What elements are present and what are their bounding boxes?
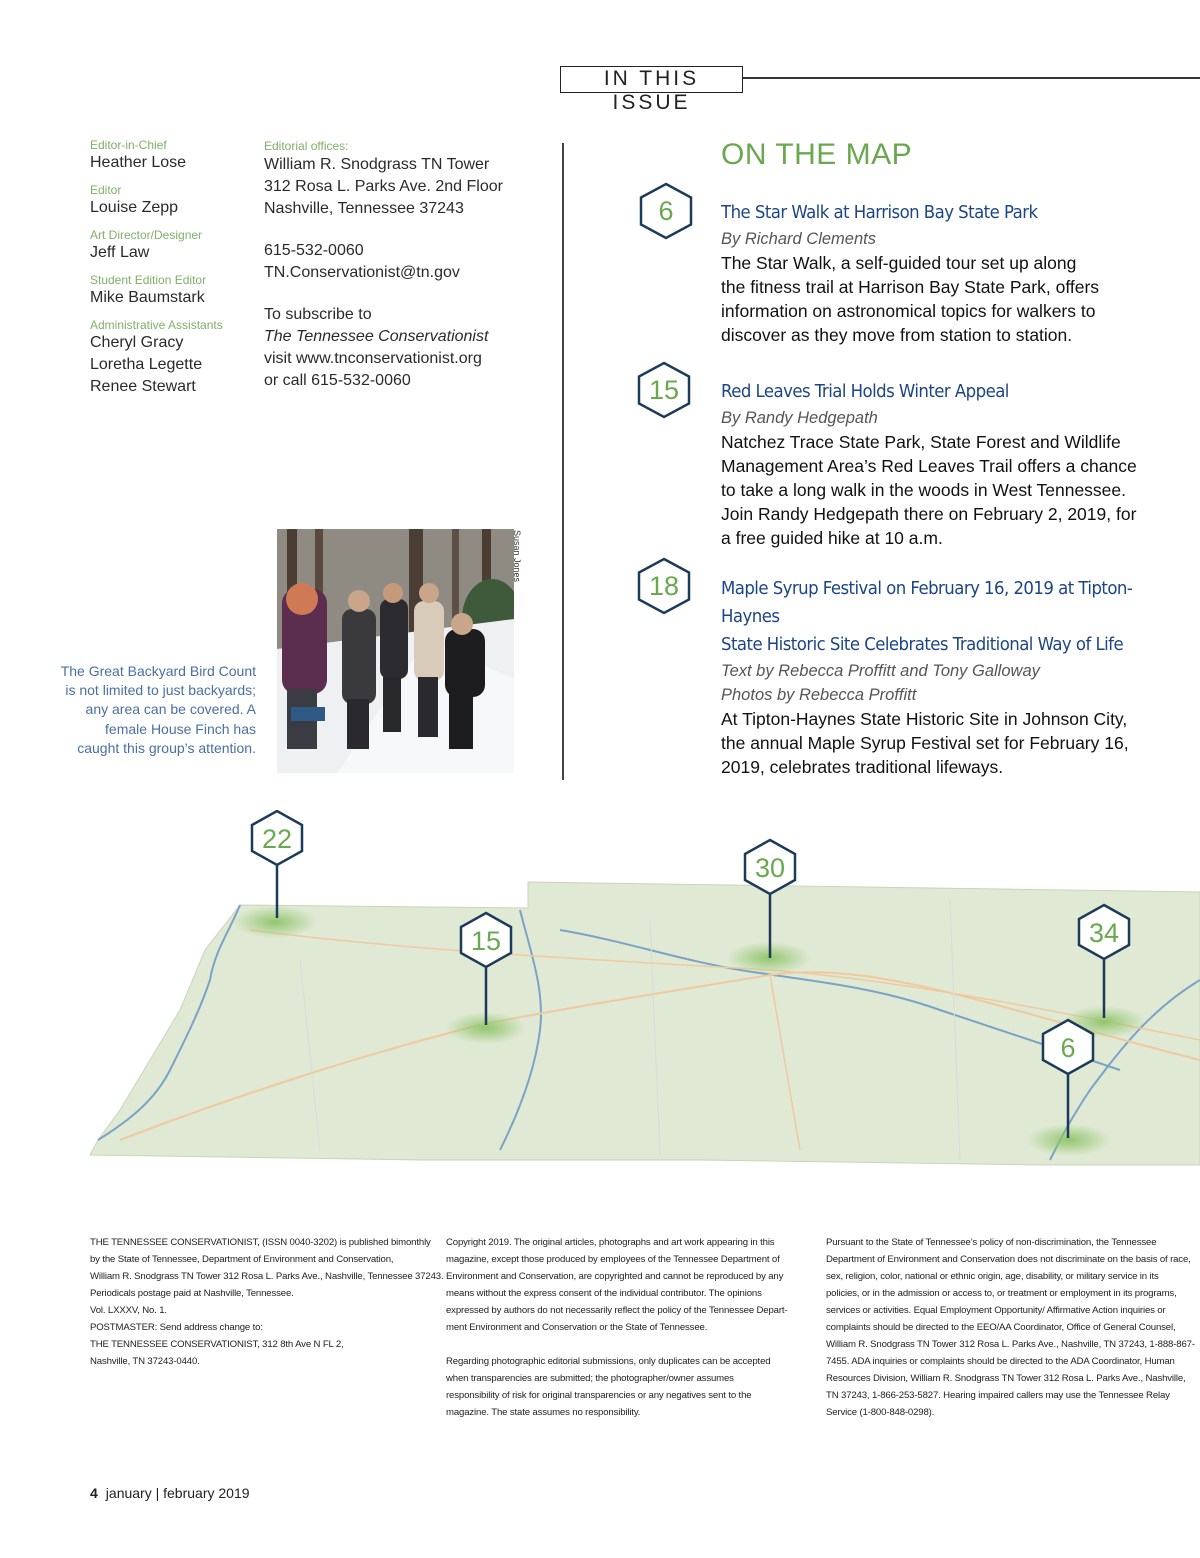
- fine-print-line: ment Environment and Conservation or the State of Tennessee.: [446, 1322, 708, 1333]
- article-byline: By Randy Hedgepath: [721, 409, 878, 427]
- fine-print-line: Resources Division, William R. Snodgrass TN Tower 312 Rosa L. Parks Ave., Nashville,: [826, 1373, 1186, 1384]
- staff-role: Editor-in-Chief: [90, 138, 167, 152]
- fine-print-line: Nashville, TN 37243-0440.: [90, 1356, 200, 1367]
- fine-print-line: THE TENNESSEE CONSERVATIONIST, 312 8th Ave N FL 2,: [90, 1339, 344, 1350]
- article-description: Management Area’s Red Leaves Trail offers a chance: [721, 456, 1137, 476]
- article-title[interactable]: The Star Walk at Harrison Bay State Park: [721, 202, 1038, 223]
- fine-print-line: expressed by authors do not necessarily reflect the policy of the Tennessee Depart-: [446, 1305, 788, 1316]
- fine-print-line: sex, religion, color, national or ethnic origin, age, disability, or military service in its: [826, 1271, 1159, 1282]
- staff-name: Jeff Law: [90, 244, 150, 261]
- column-divider: [562, 143, 564, 780]
- page-number: 4: [90, 1485, 98, 1501]
- page-badge: [636, 361, 692, 419]
- fine-print-line: Service (1-800-848-0298).: [826, 1407, 935, 1418]
- fine-print-line: by the State of Tennessee, Department of Environment and Conservation,: [90, 1254, 394, 1265]
- staff-name: Heather Lose: [90, 154, 187, 171]
- fine-print-line: POSTMASTER: Send address change to:: [90, 1322, 263, 1333]
- article-description: At Tipton-Haynes State Historic Site in Johnson City,: [721, 709, 1128, 729]
- fine-print-line: William R. Snodgrass TN Tower 312 Rosa L. Parks Ave., Nashville, Tennessee 37243.: [90, 1271, 444, 1282]
- birders-photo: [277, 529, 514, 773]
- article-entry: [721, 199, 1161, 347]
- fine-print-line: magazine. The state assumes no responsibility.: [446, 1407, 641, 1418]
- article-title[interactable]: Red Leaves Trial Holds Winter Appeal: [721, 381, 1009, 402]
- article-description: Natchez Trace State Park, State Forest and Wildlife: [721, 432, 1121, 452]
- nondiscrimination-policy: [826, 1234, 1195, 1438]
- staff-role: Editor: [90, 183, 122, 197]
- office-address-line: Nashville, Tennessee 37243: [264, 200, 464, 217]
- staff-role: Art Director/Designer: [90, 228, 203, 242]
- on-the-map-title: ON THE MAP: [721, 138, 913, 171]
- subscribe-text: To subscribe to: [264, 306, 372, 323]
- page-footer: [90, 1485, 250, 1501]
- article-description: information on astronomical topics for walkers to: [721, 301, 1096, 321]
- staff-list: [90, 138, 255, 398]
- map-pin-label: 22: [261, 824, 293, 854]
- map-pin-label: 15: [470, 926, 502, 956]
- fine-print-line: when transparencies are submitted; the photographer/owner assumes: [446, 1373, 734, 1384]
- fine-print-line: William R. Snodgrass TN Tower 312 Rosa L. Parks Ave., Nashville, TN 37243, 1-888-867-: [826, 1339, 1195, 1350]
- magazine-title: The Tennessee Conservationist: [264, 328, 489, 345]
- article-entry: [721, 575, 1191, 779]
- subscribe-phone: or call 615-532-0060: [264, 372, 411, 389]
- page-badge: [636, 557, 692, 615]
- staff-name: Renee Stewart: [90, 378, 196, 395]
- article-description: the fitness trail at Harrison Bay State Park, offers: [721, 277, 1100, 297]
- offices-label: Editorial offices:: [264, 139, 349, 153]
- staff-name: Louise Zepp: [90, 199, 179, 216]
- map-pin-label: 30: [754, 853, 786, 883]
- fine-print-line: services or activities. Equal Employment Opportunity/ Affirmative Action inquiries or: [826, 1305, 1166, 1316]
- fine-print-line: complaints should be directed to the EEO/AA Coordinator, Office of General Counsel,: [826, 1322, 1176, 1333]
- fine-print-line: policies, or in the admission or access to, or treatment or employment in its programs,: [826, 1288, 1177, 1299]
- article-entry: [721, 378, 1161, 550]
- staff-role: Student Edition Editor: [90, 273, 207, 287]
- copyright-info: [446, 1234, 786, 1438]
- fine-print-line: THE TENNESSEE CONSERVATIONIST, (ISSN 0040-3202) is published bimonthly: [90, 1237, 431, 1248]
- article-description: a free guided hike at 10 a.m.: [721, 528, 943, 548]
- staff-name: Loretha Legette: [90, 356, 203, 373]
- fine-print-line: TN 37243, 1-866-253-5827. Hearing impaired callers may use the Tennessee Relay: [826, 1390, 1170, 1401]
- fine-print-line: 7455. ADA inquiries or complaints should be directed to the ADA Coordinator, Human: [826, 1356, 1175, 1367]
- fine-print-line: magazine, except those produced by employees of the Tennessee Department of: [446, 1254, 780, 1265]
- fine-print-line: Department of Environment and Conservation does not discriminate on the basis of race,: [826, 1254, 1191, 1265]
- fine-print-line: Copyright 2019. The original articles, photographs and art work appearing in this: [446, 1237, 775, 1248]
- tennessee-map: [0, 810, 1200, 1180]
- article-description: The Star Walk, a self-guided tour set up along: [721, 253, 1077, 273]
- page-number: 6: [658, 196, 674, 226]
- article-title[interactable]: Maple Syrup Festival on February 16, 2019 at Tipton-Haynes: [721, 578, 1133, 627]
- subscribe-website: visit www.tnconservationist.org: [264, 350, 482, 367]
- fine-print-line: Environment and Conservation, are copyrighted and cannot be reproduced by any: [446, 1271, 784, 1282]
- office-phone: 615-532-0060: [264, 242, 364, 259]
- fine-print-line: Vol. LXXXV, No. 1.: [90, 1305, 167, 1316]
- article-byline: Photos by Rebecca Proffitt: [721, 686, 917, 704]
- header-rule: [742, 77, 1200, 79]
- article-description: Join Randy Hedgepath there on February 2, 2019, for: [721, 504, 1137, 524]
- office-address-line: 312 Rosa L. Parks Ave. 2nd Floor: [264, 178, 503, 195]
- fine-print-line: responsibility of risk for original transparencies or any negatives sent to the: [446, 1390, 752, 1401]
- fine-print-line: Periodicals postage paid at Nashville, Tennessee.: [90, 1288, 294, 1299]
- article-description: to take a long walk in the woods in West Tennessee.: [721, 480, 1127, 500]
- section-header: IN THIS ISSUE: [560, 66, 743, 93]
- staff-name: Mike Baumstark: [90, 289, 205, 306]
- article-byline: Text by Rebecca Proffitt and Tony Galloway: [721, 662, 1040, 680]
- article-description: the annual Maple Syrup Festival set for February 16,: [721, 733, 1129, 753]
- office-address-line: William R. Snodgrass TN Tower: [264, 156, 490, 173]
- article-description: 2019, celebrates traditional lifeways.: [721, 757, 1004, 777]
- fine-print-line: Pursuant to the State of Tennessee’s policy of non-discrimination, the Tennessee: [826, 1237, 1157, 1248]
- article-title[interactable]: State Historic Site Celebrates Traditional Way of Life: [721, 634, 1124, 655]
- office-email: TN.Conservationist@tn.gov: [264, 264, 460, 281]
- staff-role: Administrative Assistants: [90, 318, 223, 332]
- issue-date: january | february 2019: [105, 1485, 250, 1501]
- staff-name: Cheryl Gracy: [90, 334, 184, 351]
- page-number: 18: [648, 571, 680, 601]
- fine-print-line: means without the express consent of the individual contributor. The opinions: [446, 1288, 762, 1299]
- page-number: 15: [648, 375, 680, 405]
- publication-info: [90, 1234, 444, 1387]
- photo-credit: Susan Jones: [512, 530, 522, 583]
- article-description: discover as they move from station to station.: [721, 325, 1073, 345]
- page-badge: [638, 182, 694, 240]
- photo-caption: The Great Backyard Bird Count is not limited to just backyards; any area can be covered. A female House Finch has caught this group’s attention.: [60, 663, 256, 756]
- fine-print-line: Regarding photographic editorial submissions, only duplicates can be accepted: [446, 1356, 771, 1367]
- map-pin-label: 6: [1060, 1033, 1076, 1063]
- article-byline: By Richard Clements: [721, 230, 876, 248]
- editorial-offices: [264, 138, 554, 392]
- map-pin-label: 34: [1088, 918, 1120, 948]
